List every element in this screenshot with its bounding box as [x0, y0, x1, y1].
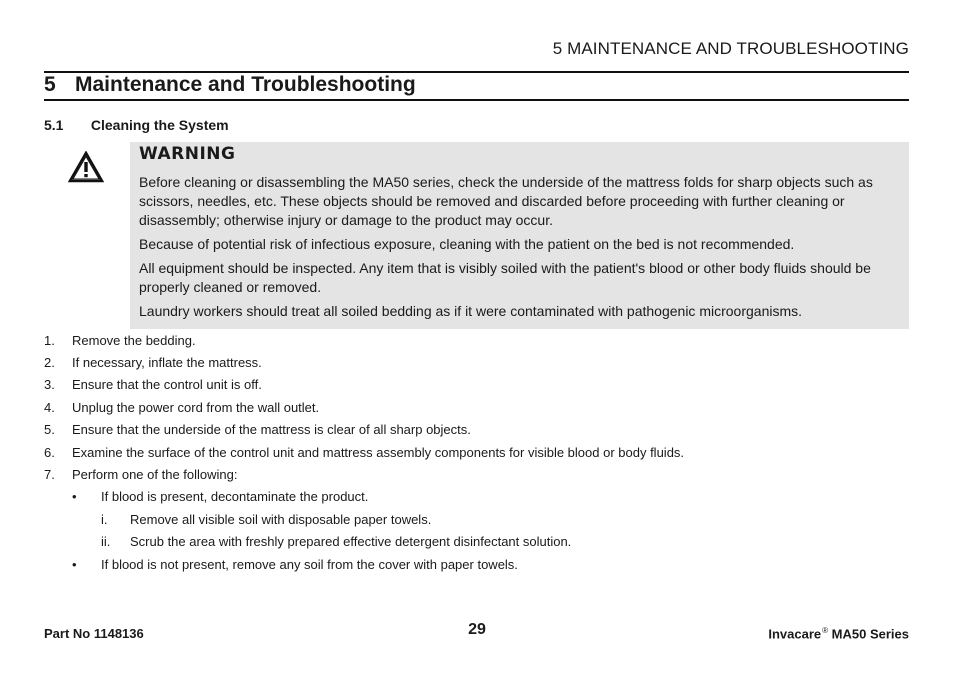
list-item	[44, 419, 904, 441]
warning-paragraph: Because of potential risk of infectious exposure, cleaning with the patient on the bed is not recommended.	[139, 236, 795, 252]
list-item-text: If necessary, inflate the mattress.	[72, 355, 262, 371]
page-number: 29	[468, 621, 486, 638]
bullet-item-text: If blood is not present, remove any soil from the cover with paper towels.	[101, 556, 518, 572]
bullet-item	[44, 553, 904, 575]
bullet-item-text: If blood is present, decontaminate the product.	[101, 489, 369, 505]
footer-brand: Invacare	[768, 626, 822, 642]
cleaning-steps-list	[44, 329, 904, 575]
running-header: 5 MAINTENANCE AND TROUBLESHOOTING	[552, 39, 909, 58]
section-number: 5.1	[44, 117, 64, 133]
chapter-title-text: Maintenance and Troubleshooting	[75, 73, 416, 96]
bullet-item	[44, 486, 904, 508]
list-item	[44, 396, 904, 418]
list-marker: 5.	[44, 422, 55, 438]
title-rule-bottom	[44, 99, 909, 101]
chapter-title	[44, 71, 416, 99]
list-item-text: Ensure that the underside of the mattress is clear of all sharp objects.	[72, 422, 471, 438]
roman-item-text: Scrub the area with freshly prepared effective detergent disinfectant solution.	[130, 534, 572, 550]
warning-paragraph: Before cleaning or disassembling the MA50 series, check the underside of the mattress folds for sharp objects such as scissors, needles, etc. These objects should be removed and discarded before proceeding with further cleaning or disassembly; otherwise injury or damage to the product may occur.	[139, 174, 873, 228]
footer-product	[768, 626, 909, 641]
registered-mark: ®	[822, 626, 829, 635]
roman-marker: i.	[101, 511, 108, 527]
warning-box	[130, 142, 909, 329]
bullet-marker: •	[72, 556, 77, 572]
list-item-text: Unplug the power cord from the wall outlet.	[72, 399, 320, 415]
warning-paragraph: All equipment should be inspected. Any item that is visibly soiled with the patient's blood or other body fluids should be properly cleaned or removed.	[139, 260, 871, 295]
list-marker: 3.	[44, 377, 55, 393]
list-marker: 4.	[44, 399, 55, 415]
roman-marker: ii.	[101, 534, 111, 550]
warning-title: WARNING	[139, 144, 236, 164]
chapter-number: 5	[44, 73, 56, 96]
roman-item	[44, 531, 904, 553]
list-item-text: Remove the bedding.	[72, 332, 196, 348]
list-item	[44, 374, 904, 396]
bullet-marker: •	[72, 489, 77, 505]
list-marker: 2.	[44, 355, 55, 371]
list-item	[44, 329, 904, 351]
list-marker: 1.	[44, 332, 55, 348]
roman-item	[44, 508, 904, 530]
section-heading	[44, 117, 229, 133]
list-marker: 6.	[44, 444, 55, 460]
list-item	[44, 441, 904, 463]
list-item	[44, 463, 904, 485]
warning-paragraph: Laundry workers should treat all soiled bedding as if it were contaminated with pathogenic microorganisms.	[139, 303, 803, 319]
footer-part-number: Part No 1148136	[44, 626, 144, 641]
roman-item-text: Remove all visible soil with disposable paper towels.	[130, 511, 432, 527]
warning-triangle-icon	[68, 151, 104, 183]
list-item-text: Ensure that the control unit is off.	[72, 377, 262, 393]
list-item	[44, 351, 904, 373]
section-title: Cleaning the System	[90, 117, 229, 133]
list-item-text: Perform one of the following:	[72, 467, 238, 483]
list-item-text: Examine the surface of the control unit and mattress assembly components for visible blood or body fluids.	[72, 444, 685, 460]
footer-series: MA50 Series	[831, 626, 909, 642]
list-marker: 7.	[44, 467, 55, 483]
